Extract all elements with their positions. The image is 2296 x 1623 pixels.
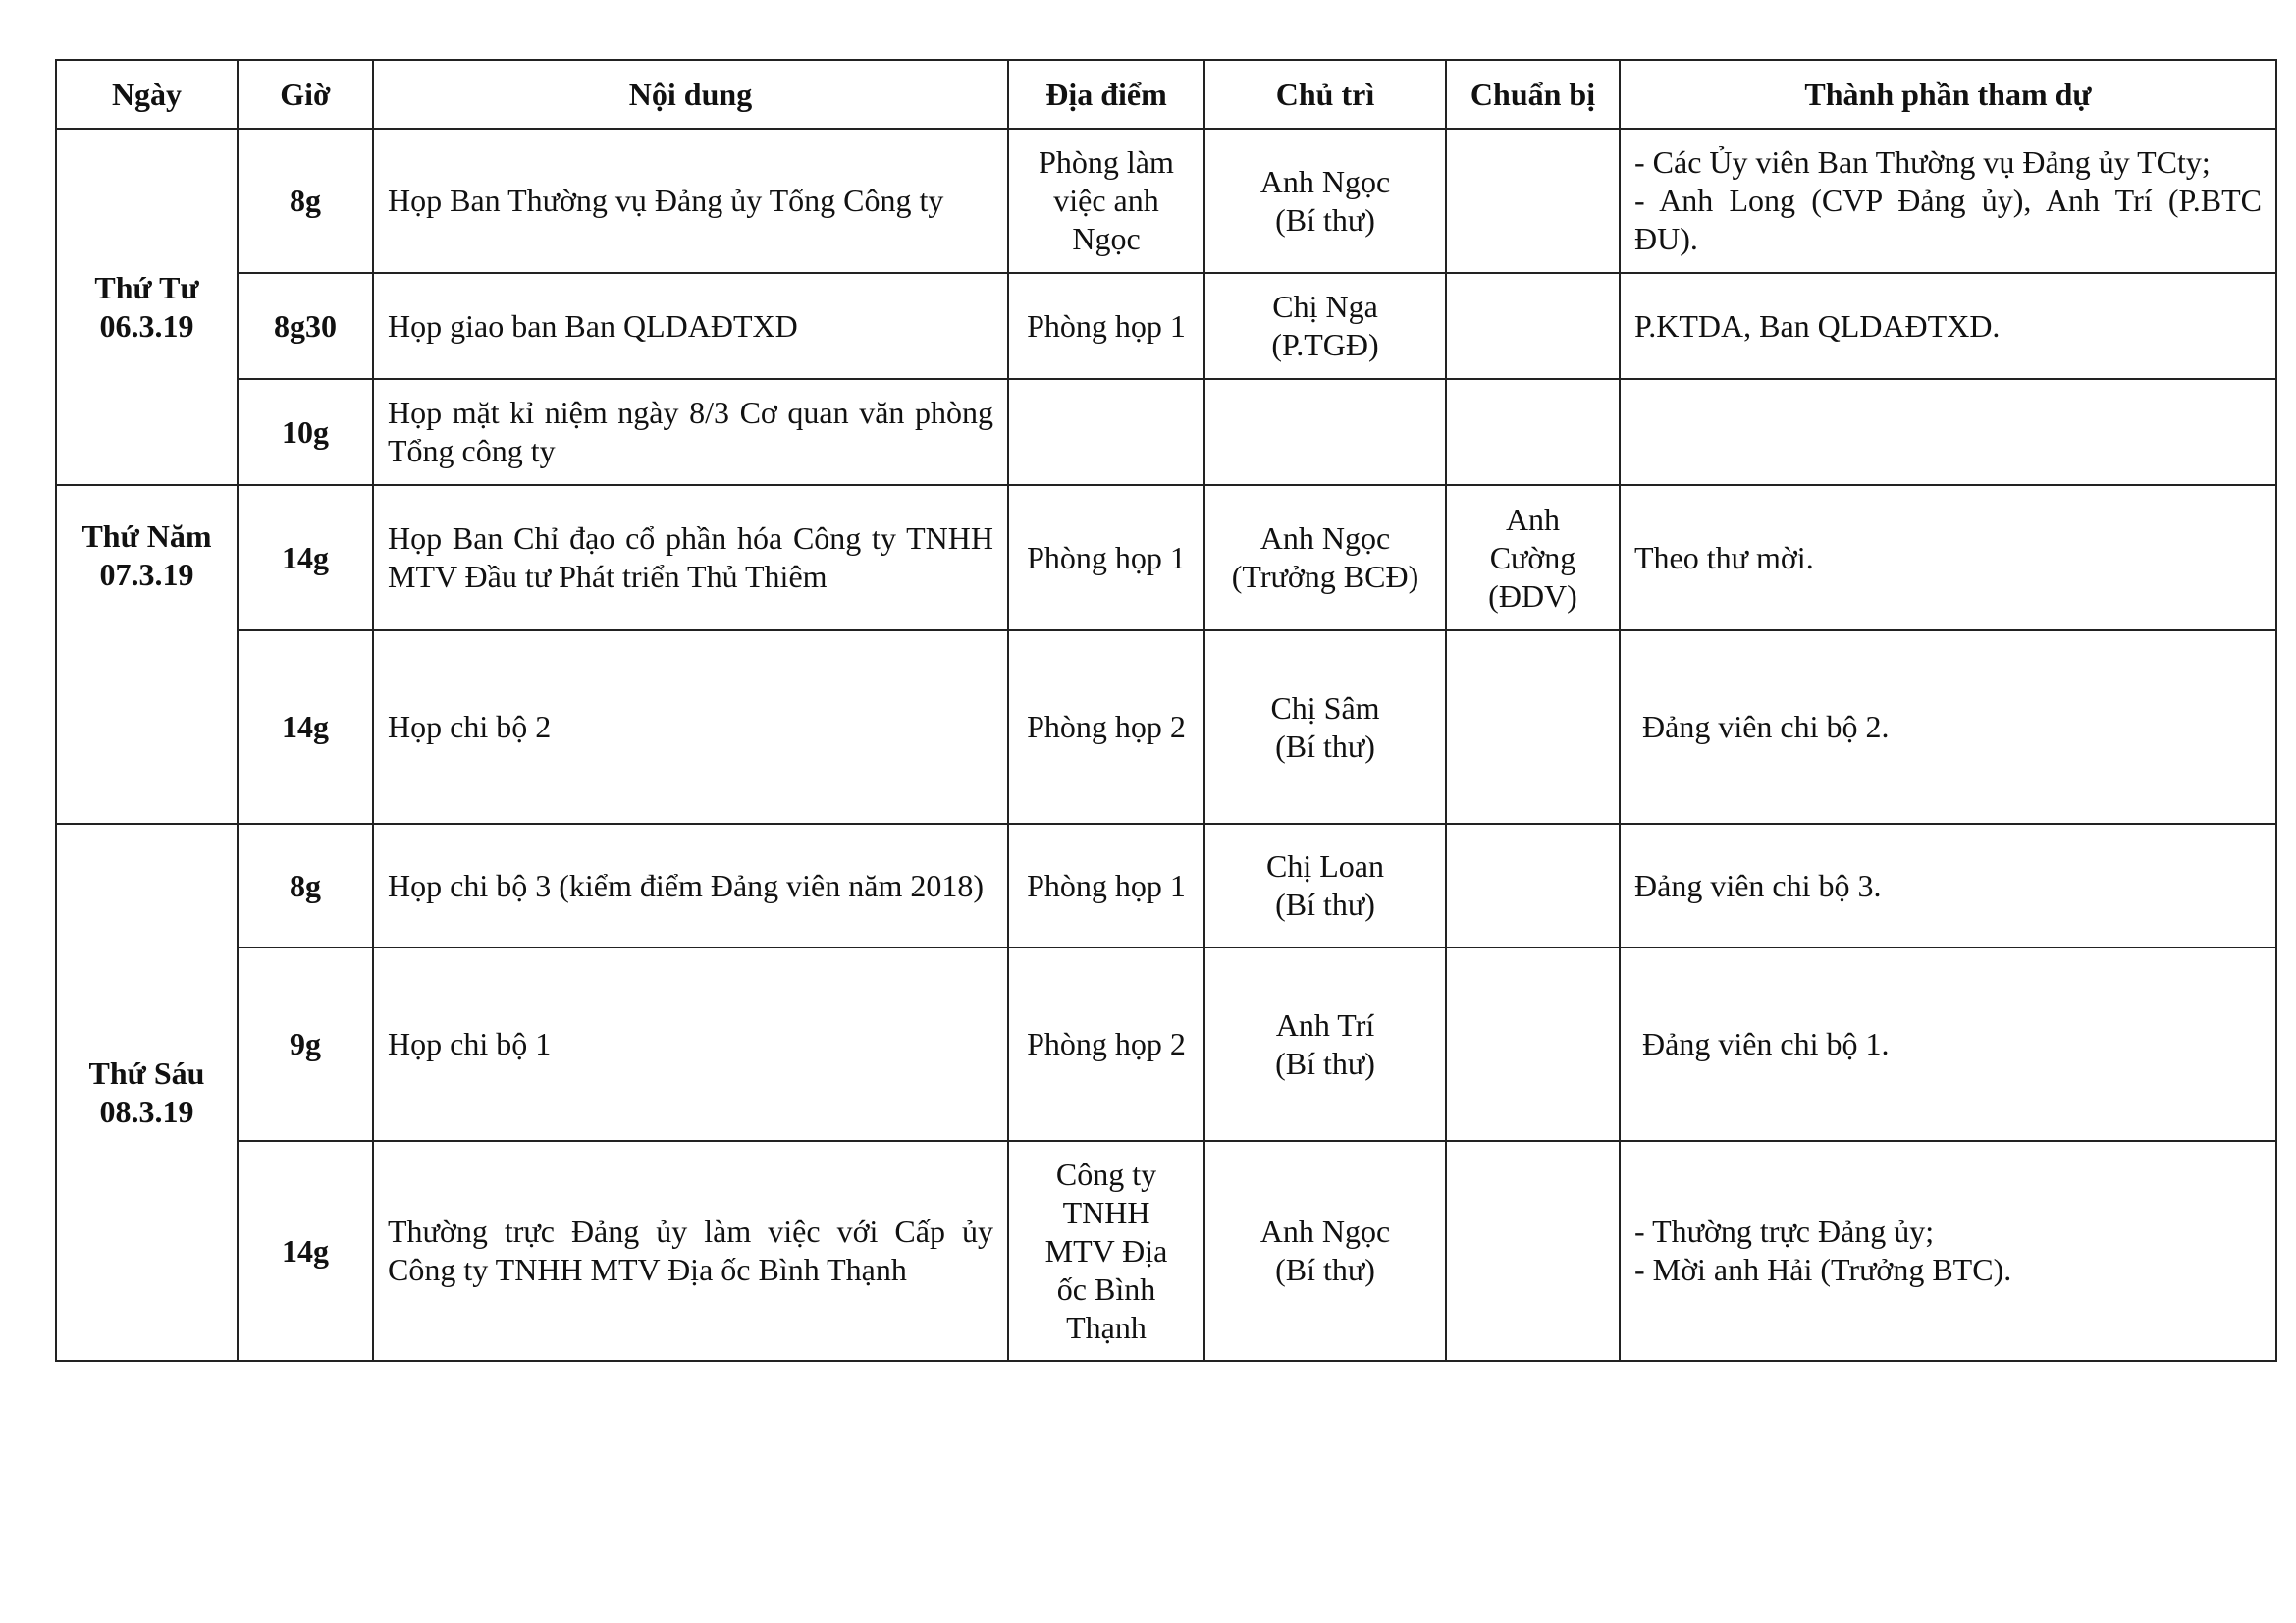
content-cell: Họp mặt kỉ niệm ngày 8/3 Cơ quan văn phòng Tổng công ty: [373, 379, 1008, 485]
prep-cell: [1446, 947, 1620, 1141]
attendees-cell: P.KTDA, Ban QLDAĐTXD.: [1620, 273, 2276, 379]
time-cell: 14g: [238, 485, 373, 630]
content-cell: Họp chi bộ 2: [373, 630, 1008, 824]
table-row: [56, 1141, 2276, 1361]
attendees-cell: Theo thư mời.: [1620, 485, 2276, 630]
host-cell: Chị Loan (Bí thư): [1204, 824, 1446, 947]
table-row: [56, 379, 2276, 485]
header-prep: Chuẩn bị: [1446, 60, 1620, 129]
place-cell: Phòng làm việc anh Ngọc: [1008, 129, 1204, 273]
attendees-cell: Đảng viên chi bộ 1.: [1620, 947, 2276, 1141]
schedule-table: [55, 59, 2277, 1362]
attendees-cell: Đảng viên chi bộ 3.: [1620, 824, 2276, 947]
content-cell: Họp giao ban Ban QLDAĐTXD: [373, 273, 1008, 379]
time-cell: 8g: [238, 129, 373, 273]
host-cell: Anh Ngọc (Bí thư): [1204, 129, 1446, 273]
prep-cell: [1446, 824, 1620, 947]
header-place: Địa điểm: [1008, 60, 1204, 129]
host-cell: Chị Sâm (Bí thư): [1204, 630, 1446, 824]
day-cell: [56, 485, 238, 824]
place-cell: Phòng họp 1: [1008, 485, 1204, 630]
host-cell: Anh Trí (Bí thư): [1204, 947, 1446, 1141]
day-name: Thứ Năm: [81, 518, 212, 554]
host-cell: Anh Ngọc (Bí thư): [1204, 1141, 1446, 1361]
table-row: [56, 485, 2276, 630]
time-cell: 8g30: [238, 273, 373, 379]
content-cell: Họp Ban Thường vụ Đảng ủy Tổng Công ty: [373, 129, 1008, 273]
attendees-cell: - Các Ủy viên Ban Thường vụ Đảng ủy TCty; - Anh Long (CVP Đảng ủy), Anh Trí (P.BTC ĐU).: [1620, 129, 2276, 273]
prep-cell: [1446, 1141, 1620, 1361]
prep-cell: [1446, 630, 1620, 824]
table-row: [56, 824, 2276, 947]
header-host: Chủ trì: [1204, 60, 1446, 129]
place-cell: Phòng họp 2: [1008, 947, 1204, 1141]
attendees-cell: - Thường trực Đảng ủy; - Mời anh Hải (Trưởng BTC).: [1620, 1141, 2276, 1361]
day-date: 08.3.19: [99, 1093, 194, 1129]
content-cell: Họp Ban Chỉ đạo cổ phần hóa Công ty TNHH MTV Đầu tư Phát triển Thủ Thiêm: [373, 485, 1008, 630]
table-row: [56, 630, 2276, 824]
host-cell: Anh Ngọc (Trưởng BCĐ): [1204, 485, 1446, 630]
header-attendees: Thành phần tham dự: [1620, 60, 2276, 129]
time-cell: 14g: [238, 630, 373, 824]
content-cell: Họp chi bộ 1: [373, 947, 1008, 1141]
header-day: Ngày: [56, 60, 238, 129]
attendees-cell: Đảng viên chi bộ 2.: [1620, 630, 2276, 824]
table-row: [56, 273, 2276, 379]
time-cell: 14g: [238, 1141, 373, 1361]
time-cell: 10g: [238, 379, 373, 485]
host-cell: [1204, 379, 1446, 485]
day-name: Thứ Tư: [94, 269, 199, 305]
place-cell: Phòng họp 2: [1008, 630, 1204, 824]
time-cell: 8g: [238, 824, 373, 947]
day-cell: [56, 824, 238, 1361]
prep-cell: Anh Cường (ĐDV): [1446, 485, 1620, 630]
table-row: [56, 129, 2276, 273]
prep-cell: [1446, 273, 1620, 379]
content-cell: Họp chi bộ 3 (kiểm điểm Đảng viên năm 2018): [373, 824, 1008, 947]
day-cell: [56, 129, 238, 485]
place-cell: Phòng họp 1: [1008, 273, 1204, 379]
day-date: 06.3.19: [99, 307, 194, 344]
host-cell: Chị Nga (P.TGĐ): [1204, 273, 1446, 379]
prep-cell: [1446, 129, 1620, 273]
day-date: 07.3.19: [99, 557, 194, 592]
day-name: Thứ Sáu: [88, 1055, 205, 1091]
header-time: Giờ: [238, 60, 373, 129]
table-row: [56, 947, 2276, 1141]
place-cell: Phòng họp 1: [1008, 824, 1204, 947]
prep-cell: [1446, 379, 1620, 485]
place-cell: [1008, 379, 1204, 485]
content-cell: Thường trực Đảng ủy làm việc với Cấp ủy Công ty TNHH MTV Địa ốc Bình Thạnh: [373, 1141, 1008, 1361]
attendees-cell: [1620, 379, 2276, 485]
time-cell: 9g: [238, 947, 373, 1141]
header-content: Nội dung: [373, 60, 1008, 129]
place-cell: Công ty TNHH MTV Địa ốc Bình Thạnh: [1008, 1141, 1204, 1361]
header-row: [56, 60, 2276, 129]
